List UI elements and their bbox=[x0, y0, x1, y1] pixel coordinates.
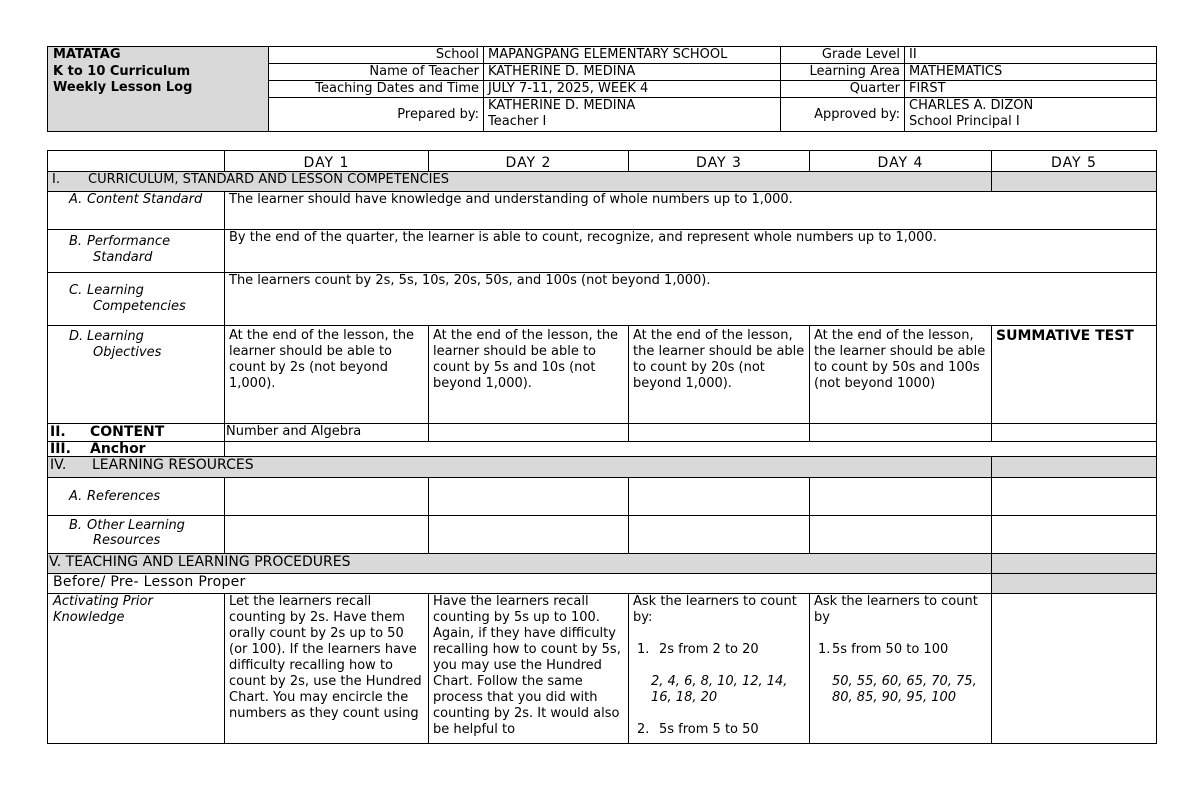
dates-value: JULY 7-11, 2025, WEEK 4 bbox=[484, 81, 781, 98]
item-1-text: 5s from 50 to 100 bbox=[832, 642, 949, 657]
other-resources-day-4 bbox=[810, 516, 992, 554]
activating-day-1: Let the learners recall counting by 2s. Have them orally count by 2s up to 50 (or 100). If the learners have difficulty recalling how to count by 2s, use the Hundred Chart. You may encircle the numbers as they count using bbox=[225, 594, 429, 744]
other-resources-label bbox=[48, 516, 225, 554]
label-d: D. bbox=[69, 329, 84, 344]
section-iii-label: Anchor bbox=[90, 441, 146, 457]
content-day-1: Number and Algebra bbox=[225, 424, 429, 442]
day-2-header: DAY 2 bbox=[429, 151, 629, 172]
quarter-value: FIRST bbox=[905, 81, 1157, 98]
grade-level-value: II bbox=[905, 47, 1157, 64]
label-res-b: B. bbox=[69, 518, 83, 533]
competencies-label-1: Learning bbox=[87, 283, 144, 298]
activating-day-4-sequence: 50, 55, 60, 65, 70, 75, 80, 85, 90, 95, 100 bbox=[832, 674, 977, 705]
objective-day-3: At the end of the lesson, the learner should be able to count by 20s (not beyond 1,000). bbox=[629, 326, 810, 424]
quarter-label: Quarter bbox=[781, 81, 905, 98]
objective-day-5: SUMMATIVE TEST bbox=[992, 326, 1157, 424]
activating-day-5 bbox=[992, 594, 1157, 744]
section-v-heading: V. TEACHING AND LEARNING PROCEDURES bbox=[48, 554, 992, 574]
item-2-number: 2. bbox=[637, 722, 650, 737]
grade-level-label: Grade Level bbox=[781, 47, 905, 64]
activating-day-3-sequence: 2, 4, 6, 8, 10, 12, 14, 16, 18, 20 bbox=[651, 674, 788, 705]
performance-standard-value: By the end of the quarter, the learner is able to count, recognize, and represent whole numbers up to 1,000. bbox=[225, 230, 1157, 273]
prepared-by-label: Prepared by: bbox=[269, 98, 484, 132]
section-i-number: I. bbox=[52, 172, 60, 187]
section-iv-label: LEARNING RESOURCES bbox=[92, 457, 254, 473]
references-day-3 bbox=[629, 478, 810, 516]
references-text: References bbox=[87, 488, 161, 504]
activating-day-3-item-1 bbox=[633, 642, 805, 658]
prepared-by-name: KATHERINE D. MEDINA bbox=[488, 98, 636, 113]
other-resources-label-1: Other Learning bbox=[87, 518, 185, 533]
content-day-5 bbox=[992, 424, 1157, 442]
references-label bbox=[48, 478, 225, 516]
label-c: C. bbox=[69, 283, 83, 298]
activating-day-3-intro: Ask the learners to count by: bbox=[633, 594, 797, 625]
item-2-text: 5s from 5 to 50 bbox=[659, 722, 759, 737]
objective-day-1: At the end of the lesson, the learner should be able to count by 2s (not beyond 1,000). bbox=[225, 326, 429, 424]
section-iii-number: III. bbox=[50, 441, 71, 457]
learning-area-value: MATHEMATICS bbox=[905, 64, 1157, 81]
performance-label-2: Standard bbox=[93, 250, 153, 265]
section-ii-label: CONTENT bbox=[90, 424, 165, 440]
approved-by-role: School Principal I bbox=[909, 114, 1020, 129]
competencies-label-2: Competencies bbox=[93, 299, 186, 314]
dates-label: Teaching Dates and Time bbox=[269, 81, 484, 98]
anchor-value bbox=[225, 442, 1157, 457]
activating-day-3 bbox=[629, 594, 810, 744]
section-i-day5 bbox=[992, 172, 1157, 192]
objectives-label bbox=[48, 326, 225, 424]
section-i-heading bbox=[48, 172, 992, 192]
section-ii-number: II. bbox=[50, 424, 66, 440]
label-b: B. bbox=[69, 234, 83, 249]
activating-label-1: Activating Prior bbox=[53, 594, 153, 609]
section-ii-heading bbox=[48, 424, 225, 442]
before-lesson-heading: Before/ Pre- Lesson Proper bbox=[48, 574, 992, 594]
item-1-number: 1. bbox=[818, 642, 831, 657]
other-resources-day-3 bbox=[629, 516, 810, 554]
competencies-label bbox=[48, 273, 225, 326]
other-resources-day-2 bbox=[429, 516, 629, 554]
header-table bbox=[47, 46, 1157, 132]
content-standard-text: Content Standard bbox=[87, 192, 203, 207]
references-day-2 bbox=[429, 478, 629, 516]
references-day-5 bbox=[992, 478, 1157, 516]
teacher-label: Name of Teacher bbox=[269, 64, 484, 81]
learning-area-label: Learning Area bbox=[781, 64, 905, 81]
section-v-day5 bbox=[992, 554, 1157, 574]
content-day-3 bbox=[629, 424, 810, 442]
prepared-by-value bbox=[484, 98, 781, 132]
objectives-label-2: Objectives bbox=[93, 345, 162, 360]
item-1-text: 2s from 2 to 20 bbox=[659, 642, 759, 657]
title-line-lesson-log: Weekly Lesson Log bbox=[53, 80, 193, 95]
other-resources-day-5 bbox=[992, 516, 1157, 554]
label-ref-a: A. bbox=[69, 488, 83, 504]
approved-by-name: CHARLES A. DIZON bbox=[909, 98, 1034, 113]
lesson-log-table bbox=[47, 150, 1157, 744]
school-value: MAPANGPANG ELEMENTARY SCHOOL bbox=[484, 47, 781, 64]
document-title bbox=[48, 47, 269, 132]
section-iv-heading bbox=[48, 457, 992, 478]
content-day-4 bbox=[810, 424, 992, 442]
section-iii-heading bbox=[48, 442, 225, 457]
references-day-4 bbox=[810, 478, 992, 516]
activating-label-2: Knowledge bbox=[53, 610, 125, 625]
performance-label-1: Performance bbox=[87, 234, 171, 249]
objective-day-4: At the end of the lesson, the learner should be able to count by 50s and 100s (not beyond 1000) bbox=[810, 326, 992, 424]
performance-standard-label bbox=[48, 230, 225, 273]
day-3-header: DAY 3 bbox=[629, 151, 810, 172]
label-a: A. bbox=[69, 192, 83, 207]
day-1-header: DAY 1 bbox=[225, 151, 429, 172]
section-i-label: CURRICULUM, STANDARD AND LESSON COMPETENCIES bbox=[88, 172, 449, 187]
content-standard-value: The learner should have knowledge and understanding of whole numbers up to 1,000. bbox=[225, 192, 1157, 230]
before-lesson-day5 bbox=[992, 574, 1157, 594]
activating-day-4 bbox=[810, 594, 992, 744]
activating-day-3-item-2 bbox=[633, 722, 805, 738]
other-resources-label-2: Resources bbox=[93, 533, 161, 548]
title-line-matatag: MATATAG bbox=[53, 47, 121, 62]
approved-by-label: Approved by: bbox=[781, 98, 905, 132]
day-5-header: DAY 5 bbox=[992, 151, 1157, 172]
day-4-header: DAY 4 bbox=[810, 151, 992, 172]
activating-day-2: Have the learners recall counting by 5s up to 100. Again, if they have difficulty recalling how to count by 5s, you may use the Hundred Chart. Follow the same process that you did with counting by 2s. It would also be helpful to bbox=[429, 594, 629, 744]
competencies-value: The learners count by 2s, 5s, 10s, 20s, 50s, and 100s (not beyond 1,000). bbox=[225, 273, 1157, 326]
content-day-2 bbox=[429, 424, 629, 442]
section-iv-day5 bbox=[992, 457, 1157, 478]
teacher-value: KATHERINE D. MEDINA bbox=[484, 64, 781, 81]
prepared-by-role: Teacher I bbox=[488, 114, 547, 129]
title-line-curriculum: K to 10 Curriculum bbox=[53, 63, 191, 79]
section-iv-number: IV. bbox=[50, 457, 67, 473]
corner-cell bbox=[48, 151, 225, 172]
school-label: School bbox=[269, 47, 484, 64]
references-day-1 bbox=[225, 478, 429, 516]
activating-day-4-item-1 bbox=[814, 642, 987, 658]
objectives-label-1: Learning bbox=[87, 329, 144, 344]
item-1-number: 1. bbox=[637, 642, 650, 657]
approved-by-value bbox=[905, 98, 1157, 132]
activating-day-4-intro: Ask the learners to count by bbox=[814, 594, 978, 625]
activating-label bbox=[48, 594, 225, 744]
other-resources-day-1 bbox=[225, 516, 429, 554]
objective-day-2: At the end of the lesson, the learner should be able to count by 5s and 10s (not beyond 1,000). bbox=[429, 326, 629, 424]
content-standard-label bbox=[48, 192, 225, 230]
